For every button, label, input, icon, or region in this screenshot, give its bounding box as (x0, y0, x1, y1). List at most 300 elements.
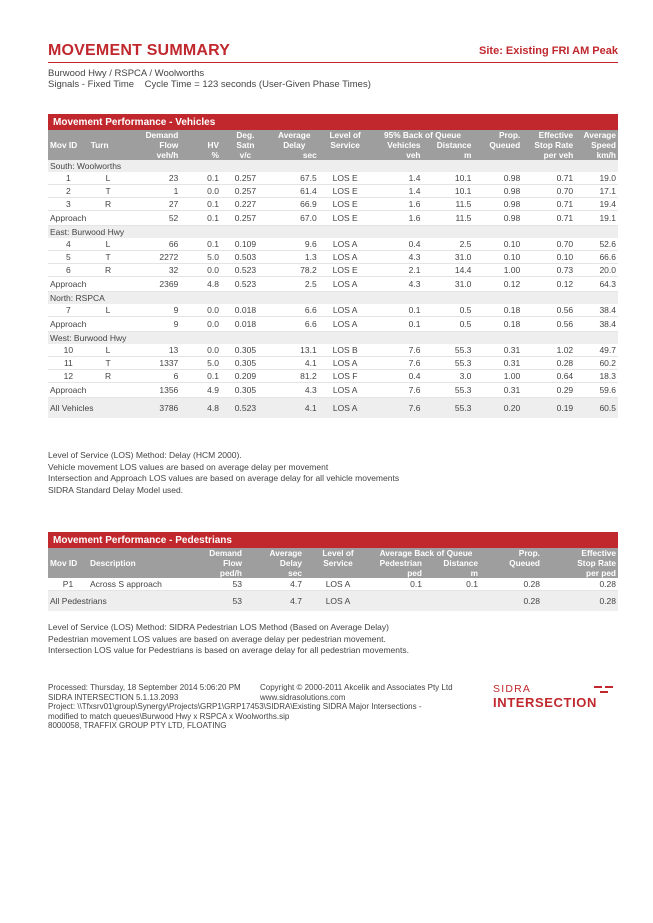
col-prop: Prop. (518, 548, 540, 558)
cell-stop-rate: 0.71 (522, 211, 575, 226)
cell-mov-id: 7 (48, 304, 89, 317)
cell-description: Across S approach (88, 578, 184, 591)
col-service: Service (330, 140, 360, 150)
cell-queue-veh: 0.4 (372, 370, 423, 383)
cell-stop-rate: 0.71 (522, 172, 575, 185)
col-stop-rate-unit: per ped (586, 568, 616, 578)
cell-queue-veh: 1.4 (372, 172, 423, 185)
cell-delay: 13.1 (270, 344, 319, 357)
vehicle-note: SIDRA Standard Delay Model used. (48, 484, 184, 495)
approach-total-row (48, 317, 618, 332)
cell-queue-dist: 10.1 (423, 185, 474, 198)
logo-word-intersection: INTERSECTION (493, 695, 597, 710)
approach-group-header (48, 292, 618, 305)
site-title: Site: Existing FRI AM Peak (479, 45, 618, 57)
cell-prop-queued: 1.00 (473, 264, 522, 277)
col-pedestrian-unit: ped (407, 568, 422, 578)
cell-queue-dist: 55.3 (423, 357, 474, 370)
cell-flow: 32 (127, 264, 180, 277)
table-row (48, 251, 618, 264)
cell-delay: 67.0 (270, 211, 319, 226)
cell-stop-rate: 0.64 (522, 370, 575, 383)
cell-queue-veh: 7.6 (372, 357, 423, 370)
cell-satn: 0.018 (221, 317, 270, 332)
pedestrian-note: Intersection LOS value for Pedestrians is based on average delay for all pedestrian movements. (48, 645, 409, 655)
cell-prop-queued: 0.12 (473, 277, 522, 292)
cell-queue-dist: 11.5 (423, 211, 474, 226)
cell-los: LOS E (319, 185, 372, 198)
cell-queue-dist: 55.3 (423, 383, 474, 398)
col-satn: Satn (236, 140, 255, 150)
cell-los: LOS E (319, 264, 372, 277)
cell-turn: R (89, 264, 128, 277)
cell-hv: 4.8 (180, 277, 221, 292)
cell-mov-id: 4 (48, 238, 89, 251)
cell-flow: 2272 (127, 251, 180, 264)
cell-queue-veh: 4.3 (372, 277, 423, 292)
cell-hv: 0.1 (180, 198, 221, 211)
approach-group-header (48, 332, 618, 345)
cell-prop-queued: 0.28 (480, 578, 542, 591)
col-level-of: Level of (322, 548, 354, 558)
cell-delay: 4.1 (270, 398, 319, 419)
cell-prop-queued: 0.98 (473, 185, 522, 198)
all-vehicles-label: All Vehicles (48, 398, 127, 419)
cell-los: LOS F (319, 370, 372, 383)
cell-satn: 0.523 (221, 264, 270, 277)
cell-delay: 66.9 (270, 198, 319, 211)
cell-queue-veh: 7.6 (372, 398, 423, 419)
cell-satn: 0.503 (221, 251, 270, 264)
col-level-of: Level of (329, 130, 361, 140)
col-delay: Delay (283, 140, 306, 150)
approach-group-header (48, 226, 618, 239)
cell-mov-id: 10 (48, 344, 89, 357)
cell-hv: 0.0 (180, 185, 221, 198)
cell-hv: 5.0 (180, 251, 221, 264)
cell-stop-rate: 0.28 (522, 357, 575, 370)
cell-flow: 9 (127, 317, 180, 332)
table-row (48, 238, 618, 251)
signal-info: Signals - Fixed Time Cycle Time = 123 seconds (User-Given Phase Times) (48, 79, 371, 90)
col-mov-id: Mov ID (50, 140, 78, 150)
cell-los: LOS E (319, 211, 372, 226)
col-flow-unit: veh/h (156, 150, 179, 160)
approach-label: Approach (48, 383, 127, 398)
cell-prop-queued: 0.18 (473, 317, 522, 332)
col-distance-unit: m (464, 150, 472, 160)
cell-flow: 1 (127, 185, 180, 198)
cell-mov-id: P1 (48, 578, 88, 591)
cell-satn: 0.257 (221, 172, 270, 185)
cell-los: LOS E (319, 198, 372, 211)
cell-turn: L (89, 238, 128, 251)
col-speed: Speed (591, 140, 616, 150)
footer-copyright (260, 683, 453, 702)
cell-delay: 67.5 (270, 172, 319, 185)
cell-los: LOS E (319, 172, 372, 185)
cell-mov-id: 3 (48, 198, 89, 211)
cell-satn: 0.209 (221, 370, 270, 383)
cell-hv: 0.1 (180, 211, 221, 226)
cell-prop-queued: 0.31 (473, 383, 522, 398)
cell-queue-veh: 0.1 (372, 317, 423, 332)
col-flow-unit: ped/h (219, 568, 242, 578)
cell-stop-rate: 0.73 (522, 264, 575, 277)
copyright-text: Copyright © 2000-2011 Akcelik and Associates Pty Ltd (260, 683, 453, 692)
cell-queue-veh: 1.6 (372, 211, 423, 226)
cell-stop-rate: 0.10 (522, 251, 575, 264)
cell-queue-veh: 1.6 (372, 198, 423, 211)
cell-queue-dist: 55.3 (423, 398, 474, 419)
cell-prop-queued: 0.20 (473, 398, 522, 419)
col-vehicles-unit: veh (406, 150, 421, 160)
intersection-name: Burwood Hwy / RSPCA / Woolworths (48, 68, 205, 79)
col-back-of-queue: 95% Back of Queue (383, 130, 461, 140)
cell-speed: 59.6 (575, 383, 618, 398)
table-row (48, 578, 618, 591)
cell-los: LOS A (319, 277, 372, 292)
col-average: Average (269, 548, 302, 558)
approach-group-header (48, 160, 618, 172)
cell-flow: 23 (127, 172, 180, 185)
col-prop: Prop. (499, 130, 521, 140)
cell-los: LOS B (319, 344, 372, 357)
approach-name: South: Woolworths (48, 160, 618, 172)
pedestrian-note: Pedestrian movement LOS values are based on average delay per pedestrian movement. (48, 633, 386, 644)
col-stop-rate: Stop Rate (534, 140, 574, 150)
cell-stop-rate: 0.12 (522, 277, 575, 292)
cell-hv: 5.0 (180, 357, 221, 370)
col-delay-unit: sec (302, 150, 317, 160)
col-effective: Effective (538, 130, 574, 140)
col-turn: Turn (90, 140, 109, 150)
cell-satn: 0.305 (221, 357, 270, 370)
cell-mov-id: 1 (48, 172, 89, 185)
cell-stop-rate: 0.71 (522, 198, 575, 211)
cell-speed: 38.4 (575, 317, 618, 332)
report-title: MOVEMENT SUMMARY (48, 42, 231, 59)
cell-queue-veh: 2.1 (372, 264, 423, 277)
cell-mov-id: 11 (48, 357, 89, 370)
col-hv-unit: % (211, 150, 219, 160)
cell-queue-ped: 0.1 (372, 578, 424, 591)
cell-speed: 38.4 (575, 304, 618, 317)
sidra-logo (493, 683, 618, 713)
cell-hv: 4.9 (180, 383, 221, 398)
cell-queue-veh: 1.4 (372, 185, 423, 198)
col-deg: Deg. (236, 130, 255, 140)
cell-flow: 2369 (127, 277, 180, 292)
approach-total-row (48, 383, 618, 398)
cell-speed: 66.6 (575, 251, 618, 264)
cell-delay: 4.7 (244, 591, 304, 612)
cell-speed: 19.4 (575, 198, 618, 211)
col-distance: Distance (436, 140, 472, 150)
cell-turn: T (89, 251, 128, 264)
cell-queue-dist: 0.5 (423, 304, 474, 317)
cell-satn: 0.257 (221, 185, 270, 198)
cell-queue-dist: 0.5 (423, 317, 474, 332)
col-stop-rate: Stop Rate (577, 558, 616, 568)
cell-prop-queued: 0.10 (473, 238, 522, 251)
cell-queue-dist: 31.0 (423, 251, 474, 264)
col-back-of-queue: Average Back of Queue (379, 548, 473, 558)
cell-turn: T (89, 185, 128, 198)
table-row (48, 344, 618, 357)
title-row (48, 42, 618, 62)
project-path: Project: \\Tfxsrv01\group\Synergy\Projects\GRP1\GRP17453\SIDRA\Existing SIDRA Major Intersections - (48, 702, 422, 711)
cell-queue-dist: 10.1 (423, 172, 474, 185)
cell-prop-queued: 0.98 (473, 172, 522, 185)
cell-delay: 81.2 (270, 370, 319, 383)
cell-mov-id: 2 (48, 185, 89, 198)
cell-turn: L (89, 344, 128, 357)
cell-hv: 0.1 (180, 172, 221, 185)
cell-turn: R (89, 370, 128, 383)
cell-queue-ped (372, 591, 424, 612)
cell-queue-dist: 0.1 (424, 578, 480, 591)
license-info: 8000058, TRAFFIX GROUP PTY LTD, FLOATING (48, 721, 227, 730)
cell-queue-dist: 14.4 (423, 264, 474, 277)
cell-speed: 20.0 (575, 264, 618, 277)
cell-los: LOS A (319, 317, 372, 332)
pedestrian-note: Level of Service (LOS) Method: SIDRA Pedestrian LOS Method (Based on Average Delay) (48, 622, 389, 632)
approach-name: West: Burwood Hwy (48, 332, 618, 345)
cell-speed: 52.6 (575, 238, 618, 251)
cell-flow: 53 (184, 578, 244, 591)
cell-flow: 53 (184, 591, 244, 612)
approach-label: Approach (48, 277, 127, 292)
col-demand: Demand (209, 548, 242, 558)
cell-speed: 49.7 (575, 344, 618, 357)
website-text: www.sidrasolutions.com (260, 692, 346, 702)
cell-stop-rate: 0.56 (522, 304, 575, 317)
cell-queue-veh: 7.6 (372, 383, 423, 398)
cell-prop-queued: 0.31 (473, 357, 522, 370)
software-version: SIDRA INTERSECTION 5.1.13.2093 (48, 692, 179, 702)
cell-prop-queued: 0.31 (473, 344, 522, 357)
table-row (48, 357, 618, 370)
cell-speed: 60.2 (575, 357, 618, 370)
cell-flow: 1356 (127, 383, 180, 398)
cell-flow: 1337 (127, 357, 180, 370)
vehicles-header-row-2 (48, 140, 618, 150)
col-average2: Average (583, 130, 616, 140)
cell-stop-rate: 0.28 (542, 578, 618, 591)
cell-delay: 6.6 (270, 304, 319, 317)
cell-speed: 60.5 (575, 398, 618, 419)
cell-turn: T (89, 357, 128, 370)
table-row (48, 264, 618, 277)
col-distance-unit: m (470, 568, 478, 578)
cell-queue-dist: 2.5 (423, 238, 474, 251)
col-pedestrian: Pedestrian (379, 558, 422, 568)
vehicle-note: Level of Service (LOS) Method: Delay (HCM 2000). (48, 450, 242, 460)
vehicles-header-row-1 (48, 130, 618, 140)
col-stop-rate-unit: per veh (543, 150, 574, 160)
cell-queue-dist: 31.0 (423, 277, 474, 292)
cell-hv: 0.0 (180, 264, 221, 277)
project-path-cont: modified to match queues\Burwood Hwy x RSPCA x Woolworths.sip (48, 711, 290, 721)
pedestrians-table (48, 532, 618, 611)
cell-mov-id: 5 (48, 251, 89, 264)
cell-mov-id: 12 (48, 370, 89, 383)
cell-delay: 4.3 (270, 383, 319, 398)
vehicles-header-row-3 (48, 150, 618, 160)
table-row (48, 198, 618, 211)
cell-speed: 18.3 (575, 370, 618, 383)
cell-los: LOS A (319, 251, 372, 264)
table-row (48, 172, 618, 185)
approach-name: East: Burwood Hwy (48, 226, 618, 239)
cell-los: LOS A (319, 383, 372, 398)
cell-turn: L (89, 304, 128, 317)
cell-speed: 19.1 (575, 211, 618, 226)
cell-speed: 17.1 (575, 185, 618, 198)
ped-header-row-3 (48, 568, 618, 578)
col-distance: Distance (443, 558, 478, 568)
pedestrians-section-title: Movement Performance - Pedestrians (48, 532, 618, 548)
cell-flow: 9 (127, 304, 180, 317)
approach-total-row (48, 277, 618, 292)
cell-prop-queued: 0.28 (480, 591, 542, 612)
cell-queue-dist: 55.3 (423, 344, 474, 357)
cell-satn: 0.305 (221, 344, 270, 357)
cell-satn: 0.523 (221, 277, 270, 292)
col-service: Service (323, 558, 353, 568)
cell-prop-queued: 0.18 (473, 304, 522, 317)
col-mov-id: Mov ID (50, 558, 78, 568)
cell-speed: 64.3 (575, 277, 618, 292)
vehicle-note: Vehicle movement LOS values are based on average delay per movement (48, 461, 329, 472)
col-demand: Demand (145, 130, 179, 140)
cell-stop-rate: 0.56 (522, 317, 575, 332)
col-flow: Flow (159, 140, 179, 150)
approach-name: North: RSPCA (48, 292, 618, 305)
cell-delay: 78.2 (270, 264, 319, 277)
cell-prop-queued: 1.00 (473, 370, 522, 383)
cell-flow: 27 (127, 198, 180, 211)
cell-queue-dist: 3.0 (423, 370, 474, 383)
col-queued: Queued (509, 558, 540, 568)
table-row (48, 304, 618, 317)
cell-queue-veh: 0.1 (372, 304, 423, 317)
ped-header-row-2 (48, 558, 618, 568)
cell-speed: 19.0 (575, 172, 618, 185)
cell-delay: 2.5 (270, 277, 319, 292)
cell-stop-rate: 1.02 (522, 344, 575, 357)
cell-flow: 3786 (127, 398, 180, 419)
cell-queue-dist (424, 591, 480, 612)
cell-hv: 0.1 (180, 238, 221, 251)
cell-queue-veh: 0.4 (372, 238, 423, 251)
cell-flow: 13 (127, 344, 180, 357)
cell-satn: 0.109 (221, 238, 270, 251)
col-delay: Delay (279, 558, 302, 568)
vehicle-notes (48, 450, 399, 496)
vehicles-table (48, 114, 618, 418)
cell-satn: 0.227 (221, 198, 270, 211)
cell-turn: R (89, 198, 128, 211)
cell-los: LOS A (319, 304, 372, 317)
col-satn-unit: v/c (239, 150, 252, 160)
cell-queue-veh: 4.3 (372, 251, 423, 264)
all-pedestrians-row (48, 591, 618, 612)
title-rule (48, 62, 618, 63)
logo-word-sidra: SIDRA (493, 683, 532, 695)
cell-prop-queued: 0.98 (473, 211, 522, 226)
cell-prop-queued: 0.10 (473, 251, 522, 264)
processed-date: Processed: Thursday, 18 September 2014 5:06:20 PM (48, 683, 241, 692)
cell-satn: 0.257 (221, 211, 270, 226)
cell-delay: 4.7 (244, 578, 304, 591)
all-pedestrians-label: All Pedestrians (48, 591, 184, 612)
col-flow: Flow (223, 558, 242, 568)
cell-delay: 6.6 (270, 317, 319, 332)
cell-satn: 0.305 (221, 383, 270, 398)
cell-delay: 1.3 (270, 251, 319, 264)
cell-mov-id: 6 (48, 264, 89, 277)
table-row (48, 370, 618, 383)
col-vehicles: Vehicles (387, 140, 421, 150)
cell-los: LOS A (319, 398, 372, 419)
cell-hv: 0.0 (180, 304, 221, 317)
col-queued: Queued (489, 140, 521, 150)
cell-flow: 6 (127, 370, 180, 383)
cell-hv: 0.0 (180, 317, 221, 332)
approach-label: Approach (48, 211, 127, 226)
col-hv: HV (207, 140, 219, 150)
table-row (48, 185, 618, 198)
col-average: Average (278, 130, 311, 140)
col-effective: Effective (581, 548, 616, 558)
cell-hv: 4.8 (180, 398, 221, 419)
cell-hv: 0.1 (180, 370, 221, 383)
col-delay-unit: sec (288, 568, 302, 578)
col-description: Description (90, 558, 136, 568)
cell-stop-rate: 0.29 (522, 383, 575, 398)
cell-flow: 66 (127, 238, 180, 251)
cell-flow: 52 (127, 211, 180, 226)
cell-prop-queued: 0.98 (473, 198, 522, 211)
cell-hv: 0.0 (180, 344, 221, 357)
vehicle-note: Intersection and Approach LOS values are based on average delay for all vehicle movements (48, 473, 400, 483)
cell-queue-dist: 11.5 (423, 198, 474, 211)
approach-label: Approach (48, 317, 127, 332)
cell-satn: 0.018 (221, 304, 270, 317)
arrows-icon (594, 685, 616, 695)
pedestrian-notes (48, 622, 409, 657)
vehicles-section-title: Movement Performance - Vehicles (48, 114, 618, 130)
cell-satn: 0.523 (221, 398, 270, 419)
col-speed-unit: km/h (596, 150, 616, 160)
ped-header-row-1 (48, 548, 618, 558)
cell-los: LOS A (319, 238, 372, 251)
cell-stop-rate: 0.70 (522, 238, 575, 251)
cell-los: LOS A (304, 591, 372, 612)
cell-delay: 61.4 (270, 185, 319, 198)
cell-stop-rate: 0.19 (522, 398, 575, 419)
cell-stop-rate: 0.70 (522, 185, 575, 198)
cell-queue-veh: 7.6 (372, 344, 423, 357)
all-vehicles-row (48, 398, 618, 419)
cell-stop-rate: 0.28 (542, 591, 618, 612)
cell-delay: 9.6 (270, 238, 319, 251)
cell-turn: L (89, 172, 128, 185)
cell-delay: 4.1 (270, 357, 319, 370)
approach-total-row (48, 211, 618, 226)
